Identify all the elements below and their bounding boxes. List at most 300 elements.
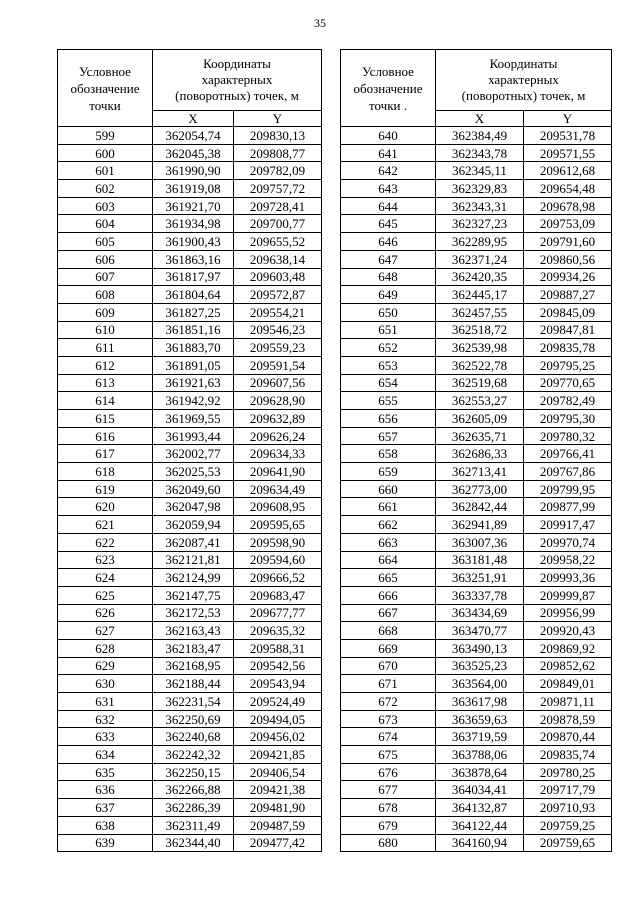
table-row bbox=[58, 816, 322, 834]
x-coordinate-cell: 361817,97 bbox=[153, 268, 234, 286]
point-id-cell: 658 bbox=[341, 445, 436, 463]
table-row bbox=[341, 233, 612, 251]
x-coordinate-cell: 362605,09 bbox=[436, 410, 524, 428]
x-coordinate-cell: 362518,72 bbox=[436, 321, 524, 339]
y-coordinate-cell: 209759,25 bbox=[524, 816, 612, 834]
x-coordinate-cell: 362713,41 bbox=[436, 463, 524, 481]
y-column-header: Y bbox=[234, 111, 322, 127]
x-coordinate-cell: 363490,13 bbox=[436, 639, 524, 657]
x-coordinate-cell: 363181,48 bbox=[436, 551, 524, 569]
table-row bbox=[341, 816, 612, 834]
x-coordinate-cell: 361900,43 bbox=[153, 233, 234, 251]
y-coordinate-cell: 209612,68 bbox=[524, 162, 612, 180]
table-row bbox=[341, 622, 612, 640]
table-row bbox=[341, 569, 612, 587]
x-coordinate-cell: 362686,33 bbox=[436, 445, 524, 463]
point-id-cell: 675 bbox=[341, 746, 436, 764]
y-coordinate-cell: 209993,36 bbox=[524, 569, 612, 587]
y-coordinate-cell: 209799,95 bbox=[524, 480, 612, 498]
y-coordinate-cell: 209421,38 bbox=[234, 781, 322, 799]
x-coordinate-cell: 363878,64 bbox=[436, 763, 524, 781]
x-coordinate-cell: 362289,95 bbox=[436, 233, 524, 251]
x-coordinate-cell: 362519,68 bbox=[436, 374, 524, 392]
x-coordinate-cell: 362522,78 bbox=[436, 356, 524, 374]
table-row bbox=[58, 410, 322, 428]
y-coordinate-cell: 209791,60 bbox=[524, 233, 612, 251]
y-coordinate-cell: 209845,09 bbox=[524, 303, 612, 321]
point-id-cell: 612 bbox=[58, 356, 153, 374]
y-coordinate-cell: 209970,74 bbox=[524, 533, 612, 551]
y-coordinate-cell: 209877,99 bbox=[524, 498, 612, 516]
x-coordinate-cell: 362371,24 bbox=[436, 250, 524, 268]
y-coordinate-cell: 209487,59 bbox=[234, 816, 322, 834]
x-coordinate-cell: 362286,39 bbox=[153, 799, 234, 817]
x-coordinate-cell: 362343,78 bbox=[436, 144, 524, 162]
x-coordinate-cell: 364132,87 bbox=[436, 799, 524, 817]
point-id-cell: 672 bbox=[341, 693, 436, 711]
x-coordinate-cell: 363251,91 bbox=[436, 569, 524, 587]
y-coordinate-cell: 209598,90 bbox=[234, 533, 322, 551]
y-coordinate-cell: 209634,49 bbox=[234, 480, 322, 498]
table-row bbox=[341, 781, 612, 799]
table-row bbox=[341, 410, 612, 428]
point-id-cell: 624 bbox=[58, 569, 153, 587]
table-row bbox=[341, 215, 612, 233]
y-coordinate-cell: 209477,42 bbox=[234, 834, 322, 852]
table-row bbox=[341, 392, 612, 410]
table-row bbox=[58, 233, 322, 251]
y-coordinate-cell: 209887,27 bbox=[524, 286, 612, 304]
x-coordinate-cell: 363337,78 bbox=[436, 586, 524, 604]
point-id-cell: 657 bbox=[341, 427, 436, 445]
point-id-cell: 643 bbox=[341, 180, 436, 198]
y-coordinate-cell: 209456,02 bbox=[234, 728, 322, 746]
point-id-cell: 660 bbox=[341, 480, 436, 498]
y-coordinate-cell: 209406,54 bbox=[234, 763, 322, 781]
point-id-cell: 617 bbox=[58, 445, 153, 463]
x-coordinate-cell: 362163,43 bbox=[153, 622, 234, 640]
x-coordinate-cell: 362188,44 bbox=[153, 675, 234, 693]
point-id-cell: 607 bbox=[58, 268, 153, 286]
table-row bbox=[341, 480, 612, 498]
x-coordinate-cell: 362049,60 bbox=[153, 480, 234, 498]
coordinates-header: Координаты характерных (поворотных) точек, м bbox=[436, 50, 612, 111]
point-id-cell: 605 bbox=[58, 233, 153, 251]
y-coordinate-cell: 209572,87 bbox=[234, 286, 322, 304]
x-coordinate-cell: 362231,54 bbox=[153, 693, 234, 711]
point-id-cell: 608 bbox=[58, 286, 153, 304]
coordinates-header: Координаты характерных (поворотных) точек, м bbox=[153, 50, 322, 111]
point-id-cell: 606 bbox=[58, 250, 153, 268]
x-coordinate-cell: 362445,17 bbox=[436, 286, 524, 304]
point-id-cell: 665 bbox=[341, 569, 436, 587]
y-coordinate-cell: 209808,77 bbox=[234, 144, 322, 162]
y-column-header: Y bbox=[524, 111, 612, 127]
table-row bbox=[58, 144, 322, 162]
y-coordinate-cell: 209782,49 bbox=[524, 392, 612, 410]
x-coordinate-cell: 364034,41 bbox=[436, 781, 524, 799]
point-id-cell: 677 bbox=[341, 781, 436, 799]
table-row bbox=[58, 586, 322, 604]
y-coordinate-cell: 209628,90 bbox=[234, 392, 322, 410]
y-coordinate-cell: 209780,25 bbox=[524, 763, 612, 781]
table-row bbox=[341, 834, 612, 852]
point-id-cell: 627 bbox=[58, 622, 153, 640]
point-id-cell: 651 bbox=[341, 321, 436, 339]
table-row bbox=[341, 693, 612, 711]
y-coordinate-cell: 209710,93 bbox=[524, 799, 612, 817]
x-coordinate-cell: 363617,98 bbox=[436, 693, 524, 711]
point-id-cell: 634 bbox=[58, 746, 153, 764]
y-coordinate-cell: 209543,94 bbox=[234, 675, 322, 693]
table-row bbox=[58, 604, 322, 622]
x-coordinate-cell: 364160,94 bbox=[436, 834, 524, 852]
y-coordinate-cell: 209766,41 bbox=[524, 445, 612, 463]
point-id-cell: 610 bbox=[58, 321, 153, 339]
y-coordinate-cell: 209654,48 bbox=[524, 180, 612, 198]
table-row bbox=[58, 286, 322, 304]
table-row bbox=[341, 746, 612, 764]
table-row bbox=[341, 675, 612, 693]
x-coordinate-cell: 362343,31 bbox=[436, 197, 524, 215]
y-coordinate-cell: 209753,09 bbox=[524, 215, 612, 233]
point-id-cell: 650 bbox=[341, 303, 436, 321]
y-coordinate-cell: 209524,49 bbox=[234, 693, 322, 711]
point-id-cell: 674 bbox=[341, 728, 436, 746]
x-coordinate-cell: 362172,53 bbox=[153, 604, 234, 622]
table-row bbox=[341, 374, 612, 392]
table-row bbox=[58, 569, 322, 587]
table-row bbox=[58, 533, 322, 551]
y-coordinate-cell: 209849,01 bbox=[524, 675, 612, 693]
table-row bbox=[58, 180, 322, 198]
x-coordinate-cell: 362941,89 bbox=[436, 516, 524, 534]
point-id-cell: 649 bbox=[341, 286, 436, 304]
x-coordinate-cell: 362842,44 bbox=[436, 498, 524, 516]
table-row bbox=[341, 180, 612, 198]
y-coordinate-cell: 209795,30 bbox=[524, 410, 612, 428]
point-id-cell: 601 bbox=[58, 162, 153, 180]
point-id-cell: 613 bbox=[58, 374, 153, 392]
y-coordinate-cell: 209641,90 bbox=[234, 463, 322, 481]
point-designation-header: Условное обозначение точки bbox=[58, 50, 153, 127]
point-id-cell: 669 bbox=[341, 639, 436, 657]
point-id-cell: 604 bbox=[58, 215, 153, 233]
y-coordinate-cell: 209559,23 bbox=[234, 339, 322, 357]
point-id-cell: 622 bbox=[58, 533, 153, 551]
point-id-cell: 637 bbox=[58, 799, 153, 817]
point-id-cell: 609 bbox=[58, 303, 153, 321]
table-row bbox=[58, 250, 322, 268]
table-row bbox=[341, 127, 612, 145]
point-id-cell: 668 bbox=[341, 622, 436, 640]
table-row bbox=[58, 746, 322, 764]
point-id-cell: 635 bbox=[58, 763, 153, 781]
x-coordinate-cell: 363719,59 bbox=[436, 728, 524, 746]
table-row bbox=[58, 516, 322, 534]
x-coordinate-cell: 362087,41 bbox=[153, 533, 234, 551]
y-coordinate-cell: 209917,47 bbox=[524, 516, 612, 534]
x-coordinate-cell: 363434,69 bbox=[436, 604, 524, 622]
point-id-cell: 646 bbox=[341, 233, 436, 251]
y-coordinate-cell: 209920,43 bbox=[524, 622, 612, 640]
y-coordinate-cell: 209871,11 bbox=[524, 693, 612, 711]
point-id-cell: 614 bbox=[58, 392, 153, 410]
table-row bbox=[58, 197, 322, 215]
x-coordinate-cell: 361851,16 bbox=[153, 321, 234, 339]
table-row bbox=[341, 728, 612, 746]
y-coordinate-cell: 209594,60 bbox=[234, 551, 322, 569]
x-coordinate-cell: 364122,44 bbox=[436, 816, 524, 834]
y-coordinate-cell: 209770,65 bbox=[524, 374, 612, 392]
y-coordinate-cell: 209546,23 bbox=[234, 321, 322, 339]
point-id-cell: 644 bbox=[341, 197, 436, 215]
point-id-cell: 618 bbox=[58, 463, 153, 481]
point-id-cell: 653 bbox=[341, 356, 436, 374]
y-coordinate-cell: 209607,56 bbox=[234, 374, 322, 392]
x-coordinate-cell: 362168,95 bbox=[153, 657, 234, 675]
point-id-cell: 679 bbox=[341, 816, 436, 834]
x-coordinate-cell: 362345,11 bbox=[436, 162, 524, 180]
point-id-cell: 676 bbox=[341, 763, 436, 781]
y-coordinate-cell: 209481,90 bbox=[234, 799, 322, 817]
point-id-cell: 662 bbox=[341, 516, 436, 534]
point-id-cell: 680 bbox=[341, 834, 436, 852]
point-id-cell: 632 bbox=[58, 710, 153, 728]
table-row bbox=[58, 622, 322, 640]
table-row bbox=[58, 834, 322, 852]
x-coordinate-cell: 362553,27 bbox=[436, 392, 524, 410]
y-coordinate-cell: 209531,78 bbox=[524, 127, 612, 145]
point-id-cell: 655 bbox=[341, 392, 436, 410]
y-coordinate-cell: 209728,41 bbox=[234, 197, 322, 215]
x-coordinate-cell: 362457,55 bbox=[436, 303, 524, 321]
y-coordinate-cell: 209852,62 bbox=[524, 657, 612, 675]
table-row bbox=[58, 763, 322, 781]
table-row bbox=[341, 268, 612, 286]
point-id-cell: 656 bbox=[341, 410, 436, 428]
point-id-cell: 640 bbox=[341, 127, 436, 145]
y-coordinate-cell: 209683,47 bbox=[234, 586, 322, 604]
y-coordinate-cell: 209421,85 bbox=[234, 746, 322, 764]
x-coordinate-cell: 361804,64 bbox=[153, 286, 234, 304]
point-id-cell: 616 bbox=[58, 427, 153, 445]
x-coordinate-cell: 361919,08 bbox=[153, 180, 234, 198]
point-id-cell: 666 bbox=[341, 586, 436, 604]
table-row bbox=[341, 710, 612, 728]
y-coordinate-cell: 209603,48 bbox=[234, 268, 322, 286]
x-coordinate-cell: 361883,70 bbox=[153, 339, 234, 357]
page-number: 35 bbox=[314, 16, 326, 30]
x-coordinate-cell: 362420,35 bbox=[436, 268, 524, 286]
y-coordinate-cell: 209634,33 bbox=[234, 445, 322, 463]
x-coordinate-cell: 361934,98 bbox=[153, 215, 234, 233]
table-row bbox=[58, 427, 322, 445]
table-row bbox=[58, 781, 322, 799]
x-coordinate-cell: 363564,00 bbox=[436, 675, 524, 693]
x-coordinate-cell: 362147,75 bbox=[153, 586, 234, 604]
y-coordinate-cell: 209830,13 bbox=[234, 127, 322, 145]
point-id-cell: 661 bbox=[341, 498, 436, 516]
table-row bbox=[341, 339, 612, 357]
y-coordinate-cell: 209666,52 bbox=[234, 569, 322, 587]
table-row bbox=[58, 710, 322, 728]
point-id-cell: 671 bbox=[341, 675, 436, 693]
point-id-cell: 619 bbox=[58, 480, 153, 498]
x-coordinate-cell: 362124,99 bbox=[153, 569, 234, 587]
point-designation-header: Условное обозначение точки . bbox=[341, 50, 436, 127]
point-id-cell: 639 bbox=[58, 834, 153, 852]
x-coordinate-cell: 362121,81 bbox=[153, 551, 234, 569]
point-id-cell: 620 bbox=[58, 498, 153, 516]
point-id-cell: 633 bbox=[58, 728, 153, 746]
point-id-cell: 648 bbox=[341, 268, 436, 286]
table-row bbox=[341, 197, 612, 215]
y-coordinate-cell: 209554,21 bbox=[234, 303, 322, 321]
table-row bbox=[341, 427, 612, 445]
table-row bbox=[58, 303, 322, 321]
point-id-cell: 645 bbox=[341, 215, 436, 233]
x-coordinate-cell: 363659,63 bbox=[436, 710, 524, 728]
y-coordinate-cell: 209759,65 bbox=[524, 834, 612, 852]
point-id-cell: 615 bbox=[58, 410, 153, 428]
point-id-cell: 629 bbox=[58, 657, 153, 675]
table-row bbox=[58, 657, 322, 675]
y-coordinate-cell: 209782,09 bbox=[234, 162, 322, 180]
y-coordinate-cell: 209655,52 bbox=[234, 233, 322, 251]
table-row bbox=[341, 799, 612, 817]
coordinates-table-left bbox=[57, 49, 322, 852]
y-coordinate-cell: 209757,72 bbox=[234, 180, 322, 198]
table-row bbox=[341, 144, 612, 162]
point-id-cell: 638 bbox=[58, 816, 153, 834]
table-row bbox=[341, 286, 612, 304]
table-row bbox=[341, 463, 612, 481]
point-id-cell: 652 bbox=[341, 339, 436, 357]
table-row bbox=[341, 639, 612, 657]
table-row bbox=[58, 551, 322, 569]
y-coordinate-cell: 209767,86 bbox=[524, 463, 612, 481]
x-coordinate-cell: 362047,98 bbox=[153, 498, 234, 516]
x-coordinate-cell: 362329,83 bbox=[436, 180, 524, 198]
x-coordinate-cell: 362327,23 bbox=[436, 215, 524, 233]
table-row bbox=[341, 445, 612, 463]
table-row bbox=[58, 693, 322, 711]
y-coordinate-cell: 209860,56 bbox=[524, 250, 612, 268]
point-id-cell: 631 bbox=[58, 693, 153, 711]
y-coordinate-cell: 209780,32 bbox=[524, 427, 612, 445]
table-row bbox=[58, 675, 322, 693]
table-row bbox=[58, 268, 322, 286]
point-id-cell: 599 bbox=[58, 127, 153, 145]
point-id-cell: 628 bbox=[58, 639, 153, 657]
table-row bbox=[341, 604, 612, 622]
table-row bbox=[58, 480, 322, 498]
x-coordinate-cell: 362045,38 bbox=[153, 144, 234, 162]
x-coordinate-cell: 361921,63 bbox=[153, 374, 234, 392]
y-coordinate-cell: 209635,32 bbox=[234, 622, 322, 640]
x-coordinate-cell: 361969,55 bbox=[153, 410, 234, 428]
table-row bbox=[341, 162, 612, 180]
y-coordinate-cell: 209870,44 bbox=[524, 728, 612, 746]
y-coordinate-cell: 209700,77 bbox=[234, 215, 322, 233]
x-coordinate-cell: 361863,16 bbox=[153, 250, 234, 268]
table-row bbox=[341, 586, 612, 604]
y-coordinate-cell: 209795,25 bbox=[524, 356, 612, 374]
point-id-cell: 667 bbox=[341, 604, 436, 622]
x-coordinate-cell: 362002,77 bbox=[153, 445, 234, 463]
x-coordinate-cell: 362311,49 bbox=[153, 816, 234, 834]
y-coordinate-cell: 209591,54 bbox=[234, 356, 322, 374]
table-row bbox=[58, 162, 322, 180]
point-id-cell: 663 bbox=[341, 533, 436, 551]
x-coordinate-cell: 362539,98 bbox=[436, 339, 524, 357]
x-coordinate-cell: 363788,06 bbox=[436, 746, 524, 764]
x-coordinate-cell: 362384,49 bbox=[436, 127, 524, 145]
y-coordinate-cell: 209956,99 bbox=[524, 604, 612, 622]
point-id-cell: 602 bbox=[58, 180, 153, 198]
point-id-cell: 600 bbox=[58, 144, 153, 162]
y-coordinate-cell: 209958,22 bbox=[524, 551, 612, 569]
y-coordinate-cell: 209571,55 bbox=[524, 144, 612, 162]
y-coordinate-cell: 209494,05 bbox=[234, 710, 322, 728]
point-id-cell: 603 bbox=[58, 197, 153, 215]
x-coordinate-cell: 362250,69 bbox=[153, 710, 234, 728]
point-id-cell: 647 bbox=[341, 250, 436, 268]
table-row bbox=[58, 374, 322, 392]
table-row bbox=[341, 498, 612, 516]
y-coordinate-cell: 209677,77 bbox=[234, 604, 322, 622]
x-coordinate-cell: 362240,68 bbox=[153, 728, 234, 746]
y-coordinate-cell: 209869,92 bbox=[524, 639, 612, 657]
y-coordinate-cell: 209878,59 bbox=[524, 710, 612, 728]
y-coordinate-cell: 209608,95 bbox=[234, 498, 322, 516]
y-coordinate-cell: 209542,56 bbox=[234, 657, 322, 675]
x-coordinate-cell: 362054,74 bbox=[153, 127, 234, 145]
table-row bbox=[341, 763, 612, 781]
table-row bbox=[58, 215, 322, 233]
x-coordinate-cell: 362344,40 bbox=[153, 834, 234, 852]
table-row bbox=[341, 250, 612, 268]
y-coordinate-cell: 209678,98 bbox=[524, 197, 612, 215]
x-coordinate-cell: 362250,15 bbox=[153, 763, 234, 781]
coordinates-table-right bbox=[340, 49, 612, 852]
table-row bbox=[341, 356, 612, 374]
x-column-header: X bbox=[436, 111, 524, 127]
point-id-cell: 630 bbox=[58, 675, 153, 693]
y-coordinate-cell: 209934,26 bbox=[524, 268, 612, 286]
y-coordinate-cell: 209847,81 bbox=[524, 321, 612, 339]
table-row bbox=[58, 339, 322, 357]
y-coordinate-cell: 209595,65 bbox=[234, 516, 322, 534]
point-id-cell: 664 bbox=[341, 551, 436, 569]
y-coordinate-cell: 209638,14 bbox=[234, 250, 322, 268]
table-row bbox=[58, 639, 322, 657]
point-id-cell: 625 bbox=[58, 586, 153, 604]
y-coordinate-cell: 209626,24 bbox=[234, 427, 322, 445]
point-id-cell: 659 bbox=[341, 463, 436, 481]
table-row bbox=[58, 463, 322, 481]
x-coordinate-cell: 361990,90 bbox=[153, 162, 234, 180]
point-id-cell: 626 bbox=[58, 604, 153, 622]
x-coordinate-cell: 362242,32 bbox=[153, 746, 234, 764]
table-row bbox=[341, 657, 612, 675]
table-row bbox=[58, 356, 322, 374]
point-id-cell: 654 bbox=[341, 374, 436, 392]
x-coordinate-cell: 361891,05 bbox=[153, 356, 234, 374]
x-coordinate-cell: 361827,25 bbox=[153, 303, 234, 321]
table-row bbox=[341, 303, 612, 321]
